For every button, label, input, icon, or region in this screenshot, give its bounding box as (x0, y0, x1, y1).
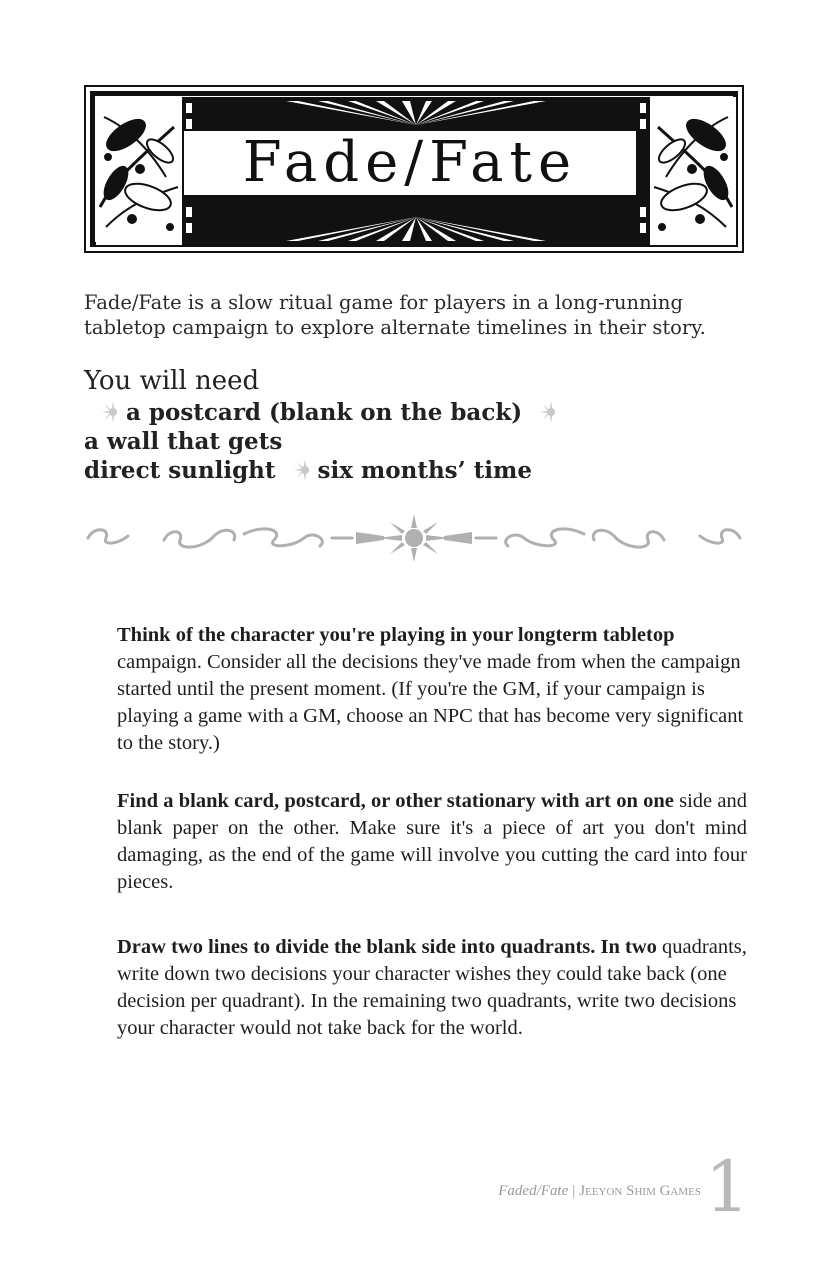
needs-list (84, 398, 744, 485)
sun-icon (540, 401, 562, 423)
footer-publisher: Jeeyon Shim Games (579, 1183, 701, 1199)
paragraph-body: campaign. Consider all the decisions they've made from when the campaign started until the present moment. (If you're the GM, if your campaign is playing a game with a GM, choose an NPC that has become very significant to the story.) (117, 651, 744, 754)
need-item-wall-cont: direct sunlight (84, 457, 276, 484)
needs-heading: You will need (84, 366, 260, 396)
page-number (705, 1146, 750, 1228)
title-banner (84, 85, 744, 253)
paragraph-lead: Think of the character you're playing in your longterm tabletop (117, 624, 675, 646)
sun-icon (102, 401, 124, 423)
paragraph-body: side and blank paper on the other. Make sure it's a piece of art you don't mind damaging, as the end of the game will involve you cutting the card into four pieces. (117, 790, 747, 893)
right-floral-panel (650, 97, 736, 245)
paragraph-lead: Draw two lines to divide the blank side into quadrants. In two (117, 936, 657, 958)
paragraph-body: quadrants, write down two decisions your character wishes they could take back (one decision per quadrant). In the remaining two quadrants, write two decisions your character would not take back for the world. (117, 936, 747, 1039)
title-plate (182, 129, 638, 197)
need-item-postcard: a postcard (blank on the back) (126, 399, 523, 426)
instruction-paragraph-1 (117, 622, 747, 757)
page-footer (498, 1183, 701, 1200)
need-item-wall: a wall that gets (84, 428, 283, 455)
footer-game-title: Faded/Fate (498, 1183, 569, 1199)
needs-line-2 (84, 456, 744, 485)
ornamental-divider (84, 510, 744, 566)
instruction-paragraph-2 (117, 788, 747, 896)
intro-text: Fade/Fate is a slow ritual game for players in a long-running tabletop campaign to explore alternate timelines in their story. (84, 291, 706, 339)
need-item-time: six months’ time (317, 457, 532, 484)
footer-separator: | (572, 1183, 576, 1199)
page-title: Fade/Fate (242, 130, 578, 195)
page-number-text: 1 (705, 1146, 750, 1228)
left-floral-panel (96, 97, 182, 245)
sun-icon (294, 459, 316, 481)
instruction-paragraph-3 (117, 934, 747, 1042)
paragraph-lead: Find a blank card, postcard, or other stationary with art on one (117, 790, 674, 812)
needs-line-1 (84, 398, 744, 456)
